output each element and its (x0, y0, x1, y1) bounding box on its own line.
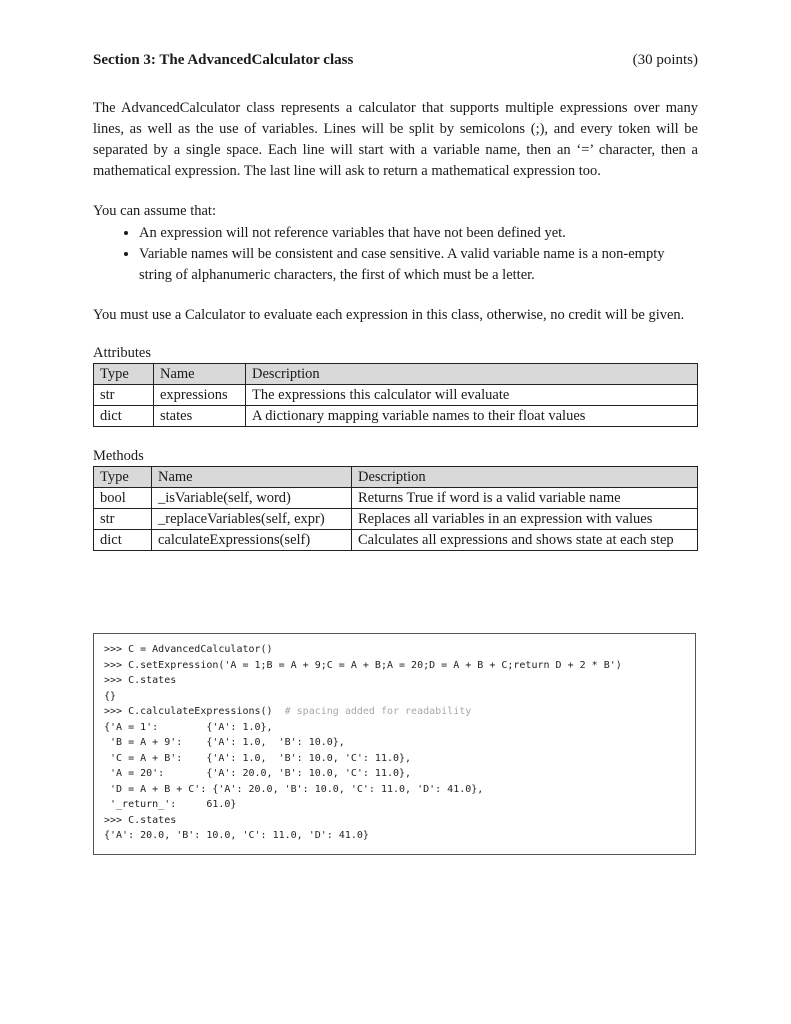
header-description: Description (352, 467, 698, 488)
table-row (94, 385, 698, 406)
cell-name: states (154, 406, 246, 427)
code-line: {'A': 20.0, 'B': 10.0, 'C': 11.0, 'D': 41.0} (104, 830, 369, 841)
cell-type: str (94, 385, 154, 406)
intro-paragraph: The AdvancedCalculator class represents a calculator that supports multiple expressions over many lines, as well as the use of variables. Lines will be split by semicolons (;), and every token will be separated by a single space. Each line will start with a variable name, then an ‘=’ character, then a mathematical expression. The last line will ask to return a mathematical expression too. (93, 100, 698, 179)
code-line: >>> C = AdvancedCalculator() (104, 644, 273, 655)
header-type: Type (94, 364, 154, 385)
code-line: 'C = A + B': {'A': 1.0, 'B': 10.0, 'C': 11.0}, (104, 752, 412, 764)
table-row (94, 530, 698, 551)
attributes-label: Attributes (93, 345, 151, 361)
cell-type: bool (94, 488, 152, 509)
code-line: 'B = A + 9': {'A': 1.0, 'B': 10.0}, (104, 737, 345, 748)
code-block (104, 642, 685, 844)
code-line: >>> C.calculateExpressions() (104, 706, 285, 717)
methods-label: Methods (93, 448, 144, 464)
assumption-item: • Variable names will be consistent and case sensitive. A valid variable name is a non-empty string of alphanumeric characters, the first of which must be a letter. (139, 244, 698, 286)
cell-name: expressions (154, 385, 246, 406)
code-example-box (93, 633, 696, 855)
cell-description: Returns True if word is a valid variable name (352, 488, 698, 509)
document-page (93, 52, 698, 551)
code-line: {} (104, 690, 117, 702)
cell-description: A dictionary mapping variable names to their float values (246, 406, 698, 427)
cell-description: Replaces all variables in an expression with values (352, 509, 698, 530)
methods-table (93, 466, 698, 551)
cell-description: Calculates all expressions and shows state at each step (352, 530, 698, 551)
table-header-row (94, 467, 698, 488)
section-points: (30 points) (632, 52, 698, 68)
assumptions-list (93, 223, 698, 286)
code-line: >>> C.setExpression('A = 1;B = A + 9;C = A + B;A = 20;D = A + B + C;return D + 2 * B') (104, 659, 622, 671)
code-line: 'D = A + B + C': {'A': 20.0, 'B': 10.0, 'C': 11.0, 'D': 41.0}, (104, 783, 484, 795)
cell-type: str (94, 509, 152, 530)
assumption-item: • An expression will not reference variables that have not been defined yet. (139, 223, 698, 244)
table-row (94, 406, 698, 427)
code-line: >>> C.states (104, 814, 177, 826)
code-line: >>> C.states (104, 675, 177, 686)
code-line: {'A = 1': {'A': 1.0}, (104, 721, 273, 733)
attributes-table (93, 363, 698, 427)
cell-name: _replaceVariables(self, expr) (152, 509, 352, 530)
code-line: 'A = 20': {'A': 20.0, 'B': 10.0, 'C': 11.0}, (104, 768, 412, 779)
code-line: '_return_': 61.0} (104, 799, 237, 810)
cell-name: _isVariable(self, word) (152, 488, 352, 509)
section-title: Section 3: The AdvancedCalculator class (93, 52, 354, 68)
header-type: Type (94, 467, 152, 488)
credit-warning: You must use a Calculator to evaluate each expression in this class, otherwise, no credit will be given. (93, 307, 685, 323)
cell-name: calculateExpressions(self) (152, 530, 352, 551)
header-name: Name (152, 467, 352, 488)
header-description: Description (246, 364, 698, 385)
assume-lead: You can assume that: (93, 203, 216, 219)
code-comment: # spacing added for readability (284, 706, 472, 717)
cell-type: dict (94, 406, 154, 427)
header-name: Name (154, 364, 246, 385)
table-row (94, 488, 698, 509)
cell-description: The expressions this calculator will evaluate (246, 385, 698, 406)
cell-type: dict (94, 530, 152, 551)
table-row (94, 509, 698, 530)
section-header (93, 52, 698, 69)
table-header-row (94, 364, 698, 385)
